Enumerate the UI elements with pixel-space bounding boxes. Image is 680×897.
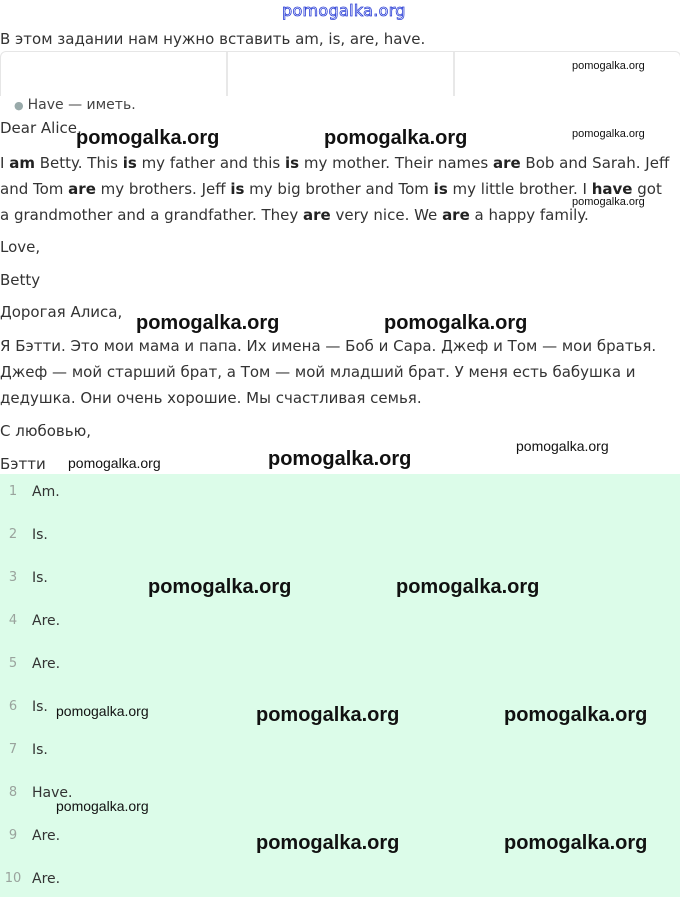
tab-1[interactable] <box>1 52 228 96</box>
watermark: pomogalka.org <box>572 128 645 140</box>
answer-text: Is. <box>32 527 48 543</box>
letter-text-segment: my father and this <box>136 154 285 172</box>
letter-text-segment: my little brother. I <box>447 180 592 198</box>
translation-signature: Бэтти <box>0 455 46 473</box>
letter-signature: Betty <box>0 271 41 289</box>
inserted-verb: are <box>442 206 470 224</box>
tab-2[interactable] <box>228 52 455 96</box>
bullet-icon: ● <box>14 99 24 112</box>
answer-text: Are. <box>32 613 61 629</box>
letter-text-segment: I <box>0 154 10 172</box>
watermark: pomogalka.org <box>268 448 412 470</box>
inserted-verb: is <box>230 180 245 198</box>
answer-number: 4 <box>8 613 18 628</box>
letter-text-segment: my big brother and Tom <box>244 180 434 198</box>
inserted-verb: is <box>122 154 137 172</box>
vocab-note-text: Have — иметь. <box>27 97 136 113</box>
answer-text: Have. <box>32 785 73 801</box>
answer-text: Is. <box>32 742 48 758</box>
answer-text: Are. <box>32 871 61 887</box>
inserted-verb: am <box>9 154 35 172</box>
inserted-verb: is <box>433 180 448 198</box>
vocab-note <box>14 97 136 113</box>
answer-text: Am. <box>32 484 60 500</box>
answer-number: 8 <box>8 785 18 800</box>
answer-number: 5 <box>8 656 18 671</box>
tab-1-label <box>1 88 226 96</box>
tab-strip <box>0 51 680 96</box>
answer-number: 2 <box>8 527 18 542</box>
inserted-verb: are <box>303 206 331 224</box>
answer-number: 1 <box>8 484 18 499</box>
watermark: pomogalka.org <box>136 312 280 334</box>
letter-text-segment: a happy family. <box>469 206 589 224</box>
answer-number: 3 <box>8 570 18 585</box>
answer-text: Are. <box>32 828 61 844</box>
letter-text-segment: very nice. We <box>330 206 443 224</box>
watermark: pomogalka.org <box>324 127 468 149</box>
site-logo[interactable]: pomogalka.org <box>282 1 406 20</box>
watermark: pomogalka.org <box>396 576 540 598</box>
answer-text: Are. <box>32 656 61 672</box>
task-intro: В этом задании нам нужно вставить am, is, are, have. <box>0 30 426 48</box>
watermark: pomogalka.org <box>76 127 220 149</box>
watermark: pomogalka.org <box>572 60 645 72</box>
answer-text: Is. <box>32 570 48 586</box>
translation-body: Я Бэтти. Это мои мама и папа. Их имена — Боб и Сара. Джеф и Том — мои братья. Джеф — мой старший брат, а Том — мой младший брат. У меня есть бабушка и дедушка. Они очень хорошие. Мы счастливая семья. <box>0 337 657 407</box>
tab-2-label <box>228 88 453 96</box>
watermark: pomogalka.org <box>572 196 645 208</box>
watermark: pomogalka.org <box>504 832 648 854</box>
letter-greeting: Dear Alice, <box>0 119 82 137</box>
letter-text-segment: got a grandmother and a grandfather. They <box>0 180 662 224</box>
answer-number: 10 <box>4 871 22 886</box>
letter-text-segment: my brothers. Jeff <box>95 180 231 198</box>
watermark: pomogalka.org <box>56 703 149 719</box>
inserted-verb: have <box>591 180 633 198</box>
letter-text-segment: Bob and Sarah. Jeff and Tom <box>0 154 670 198</box>
answer-number: 6 <box>8 699 18 714</box>
watermark: pomogalka.org <box>56 798 149 814</box>
watermark: pomogalka.org <box>256 704 400 726</box>
tab-3-label <box>455 88 680 96</box>
letter-text-segment: my mother. Their names <box>299 154 493 172</box>
watermark: pomogalka.org <box>256 832 400 854</box>
watermark: pomogalka.org <box>68 455 161 471</box>
watermark: pomogalka.org <box>504 704 648 726</box>
translation-greeting: Дорогая Алиса, <box>0 303 123 321</box>
tab-3[interactable] <box>455 52 680 96</box>
letter-body <box>0 150 670 228</box>
letter-closing: Love, <box>0 238 41 256</box>
letter-text-segment: Betty. This <box>34 154 123 172</box>
watermark: pomogalka.org <box>384 312 528 334</box>
answer-text: Is. <box>32 699 48 715</box>
watermark: pomogalka.org <box>148 576 292 598</box>
inserted-verb: are <box>68 180 96 198</box>
answer-number: 7 <box>8 742 18 757</box>
watermark: pomogalka.org <box>516 438 609 454</box>
translation-closing: С любовью, <box>0 422 91 440</box>
answer-number: 9 <box>8 828 18 843</box>
inserted-verb: is <box>284 154 300 172</box>
inserted-verb: are <box>492 154 521 172</box>
